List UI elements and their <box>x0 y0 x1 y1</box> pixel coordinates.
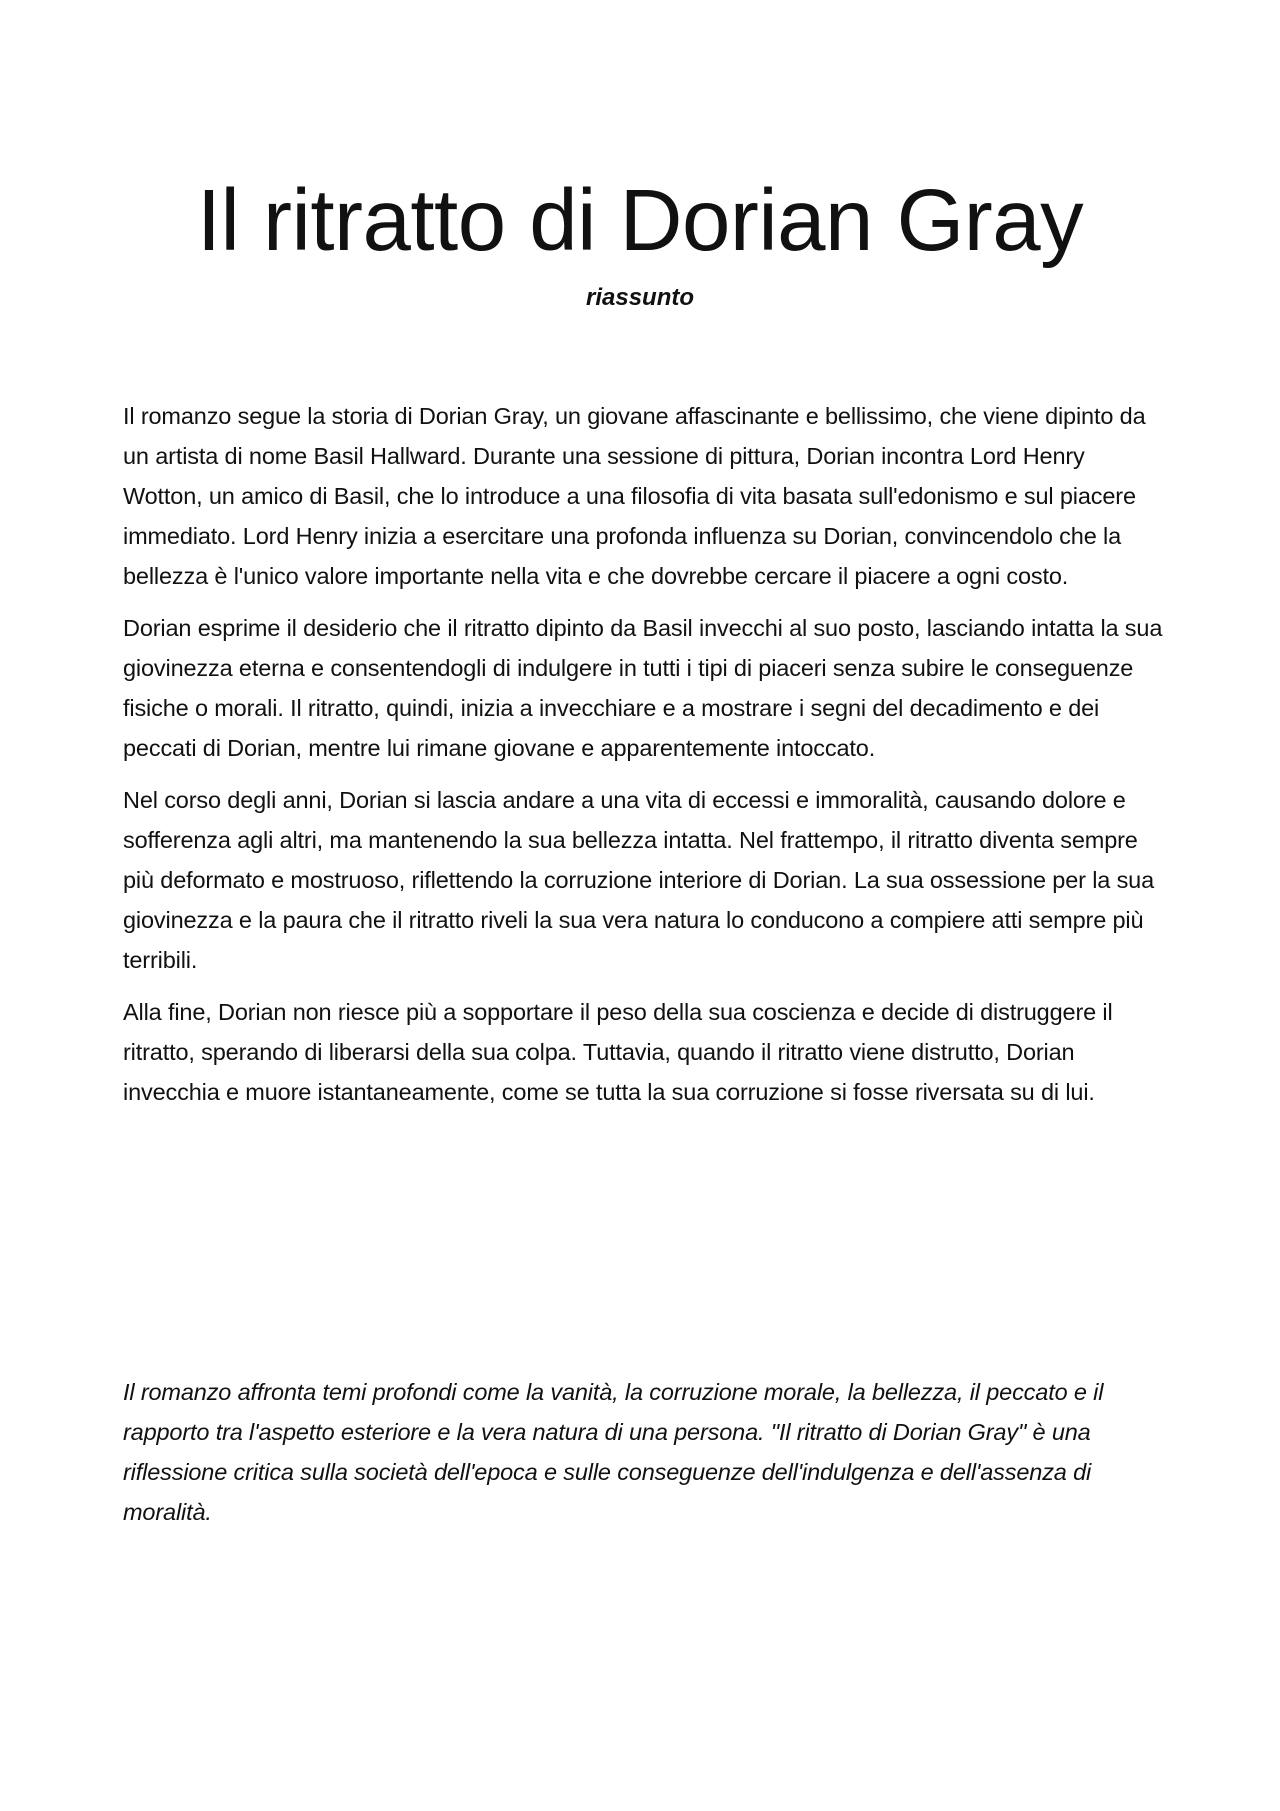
summary-paragraph-4: Alla fine, Dorian non riesce più a sopportare il peso della sua coscienza e decide di distruggere il ritratto, sperando di liberarsi della sua colpa. Tuttavia, quando il ritratto viene distrutto, Dorian invecchia e muore istantaneamente, come se tutta la sua corruzione si fosse riversata su di lui. <box>123 999 1113 1105</box>
summary-paragraph-2: Dorian esprime il desiderio che il ritratto dipinto da Basil invecchi al suo posto, lasciando intatta la sua giovinezza eterna e consentendogli di indulgere in tutti i tipi di piaceri senza subire le conseguenze fisiche o morali. Il ritratto, quindi, inizia a invecchiare e a mostrare i segni del decadimento e dei peccati di Dorian, mentre lui rimane giovane e apparentemente intoccato. <box>123 615 1163 761</box>
closing-paragraph: Il romanzo affronta temi profondi come la vanità, la corruzione morale, la bellezza, il peccato e il rapporto tra l'aspetto esteriore e la vera natura di una persona. "Il ritratto di Dorian Gray" è una riflessione critica sulla società dell'epoca e sulle conseguenze dell'indulgenza e dell'assenza di moralità. <box>123 1379 1104 1525</box>
summary-body <box>123 396 1163 1124</box>
document-title: Il ritratto di Dorian Gray <box>196 172 1084 269</box>
summary-paragraph-3: Nel corso degli anni, Dorian si lascia andare a una vita di eccessi e immoralità, causando dolore e sofferenza agli altri, ma mantenendo la sua bellezza intatta. Nel frattempo, il ritratto diventa sempre più deformato e mostruoso, riflettendo la corruzione interiore di Dorian. La sua ossessione per la sua giovinezza e la paura che il ritratto riveli la sua vera natura lo conducono a compiere atti sempre più terribili. <box>123 787 1155 973</box>
summary-paragraph-1: Il romanzo segue la storia di Dorian Gray, un giovane affascinante e bellissimo, che viene dipinto da un artista di nome Basil Hallward. Durante una sessione di pittura, Dorian incontra Lord Henry Wotton, un amico di Basil, che lo introduce a una filosofia di vita basata sull'edonismo e sul piacere immediato. Lord Henry inizia a esercitare una profonda influenza su Dorian, convincendolo che la bellezza è l'unico valore importante nella vita e che dovrebbe cercare il piacere a ogni costo. <box>123 403 1146 589</box>
document-subtitle: riassunto <box>585 284 695 311</box>
